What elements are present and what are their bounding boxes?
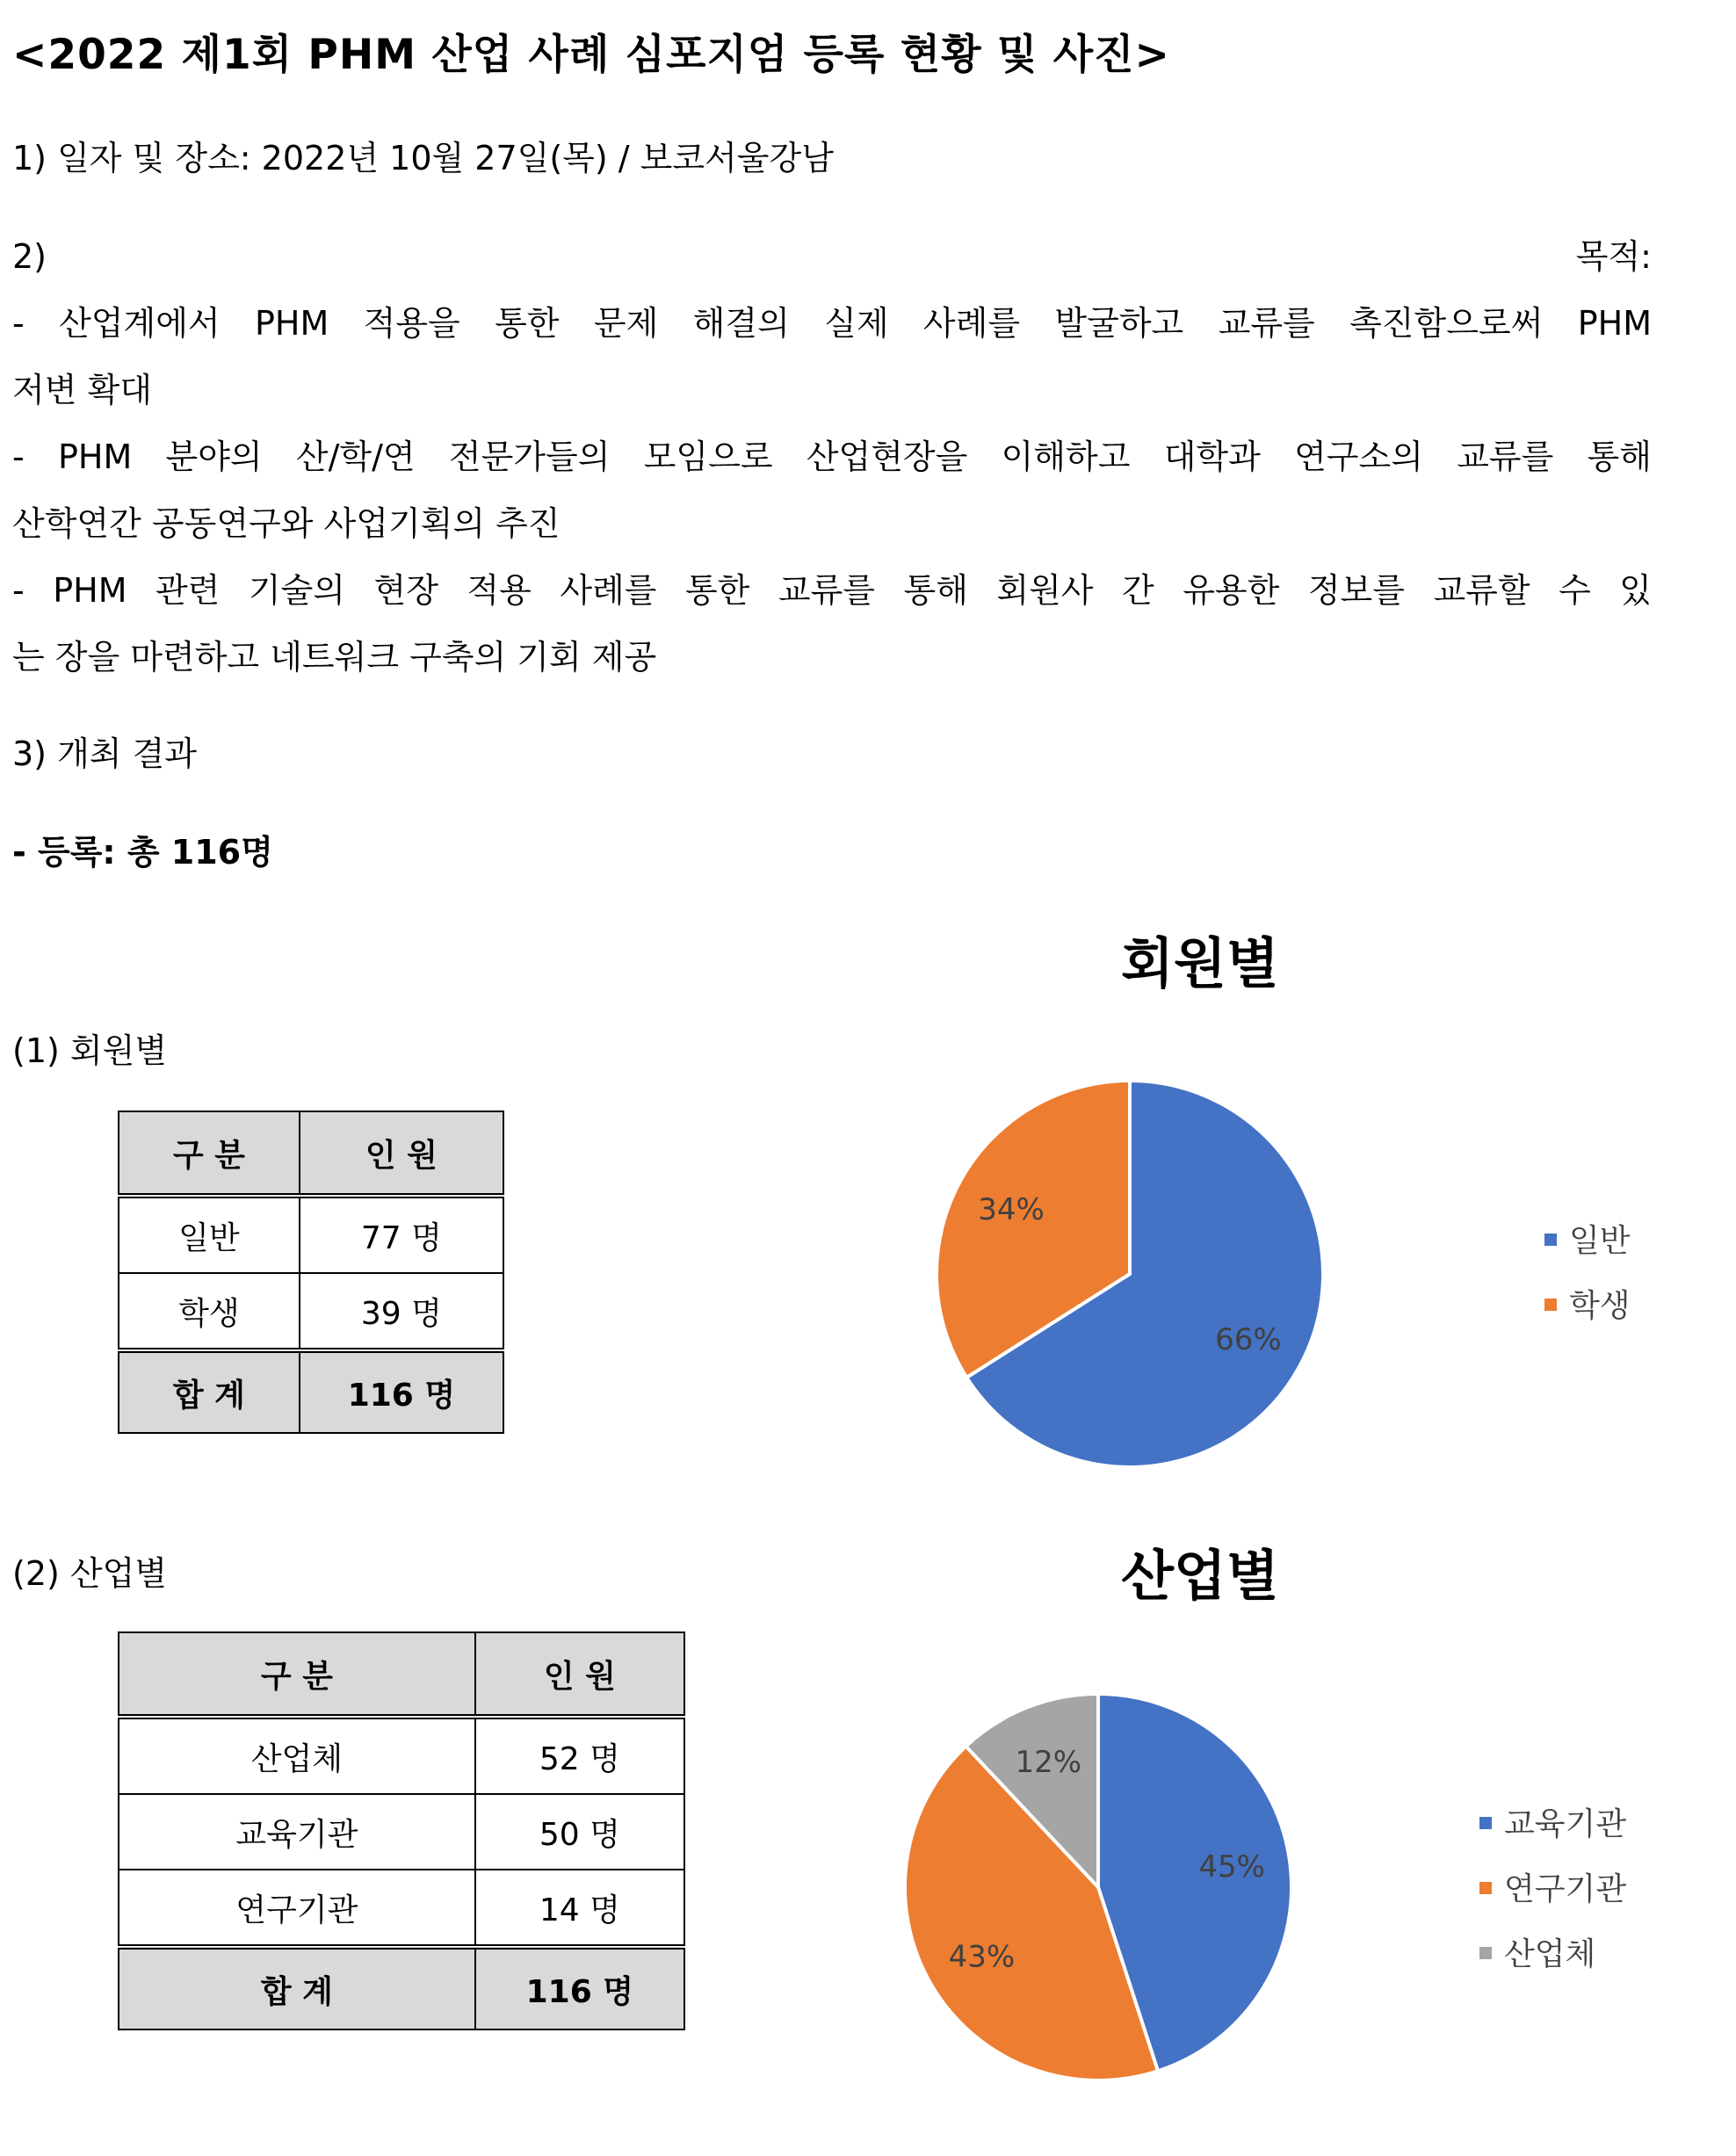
table-cell: 합 계 [119,1350,300,1433]
slice-label: 34% [978,1191,1045,1227]
legend-label: 교육기관 [1504,1806,1627,1842]
table-cell: 연구기관 [119,1870,475,1947]
purpose-line: 산학연간 공동연구와 사업기획의 추진 [12,504,561,543]
section-member-heading: (1) 회원별 [12,1031,168,1070]
table-header-cell: 구 분 [119,1632,475,1717]
chart-title: 산업별 [1121,1544,1279,1608]
slice-label: 43% [948,1939,1016,1975]
legend-label: 연구기관 [1504,1871,1627,1907]
legend-swatch [1479,1947,1492,1959]
legend-label: 산업체 [1504,1936,1596,1972]
slice-label: 12% [1015,1744,1082,1780]
legend-label: 학생 [1569,1288,1631,1324]
section-industry-heading: (2) 산업별 [12,1554,168,1593]
table-header-cell: 구 분 [119,1111,300,1196]
legend-swatch [1479,1882,1492,1894]
table-cell: 77 명 [300,1196,503,1273]
table-cell: 산업체 [119,1717,475,1794]
purpose-line: 저변 확대 [12,371,152,409]
slice-label: 66% [1215,1322,1282,1358]
table-cell: 학생 [119,1273,300,1350]
result-heading: 3) 개최 결과 [12,734,197,773]
slice-label: 45% [1198,1849,1265,1885]
chart-title: 회원별 [1121,931,1279,995]
table-header-cell: 인 원 [300,1111,503,1196]
legend-swatch [1479,1817,1492,1829]
legend-label: 일반 [1569,1223,1631,1259]
table-cell: 50 명 [475,1794,684,1870]
purpose-line: - PHM 관련 기술의 현장 적용 사례를 통한 교류를 통해 회원사 간 유용한 정보를 교류할 수 있 [12,571,1652,610]
table-cell: 116 명 [300,1350,503,1433]
table-cell: 교육기관 [119,1794,475,1870]
table-cell: 일반 [119,1196,300,1273]
table-cell: 39 명 [300,1273,503,1350]
purpose-line: - PHM 분야의 산/학/연 전문가들의 모임으로 산업현장을 이해하고 대학과 연구소의 교류를 통해 [12,438,1652,476]
table-header-cell: 인 원 [475,1632,684,1717]
purpose-heading: 2) 목적: [12,237,1652,276]
table-cell: 52 명 [475,1717,684,1794]
legend-swatch [1544,1234,1557,1246]
date-place: 1) 일자 및 장소: 2022년 10월 27일(목) / 보코서울강남 [12,139,834,177]
purpose-line: 는 장을 마련하고 네트워크 구축의 기회 제공 [12,638,657,676]
page-title: <2022 제1회 PHM 산업 사례 심포지엄 등록 현황 및 사진> [12,31,1170,79]
table-cell: 14 명 [475,1870,684,1947]
registration-total: - 등록: 총 116명 [12,833,273,872]
table-cell: 합 계 [119,1947,475,2029]
legend-swatch [1544,1299,1557,1311]
purpose-line: - 산업계에서 PHM 적용을 통한 문제 해결의 실제 사례를 발굴하고 교류를 촉진함으로써 PHM [12,304,1652,343]
table-cell: 116 명 [475,1947,684,2029]
